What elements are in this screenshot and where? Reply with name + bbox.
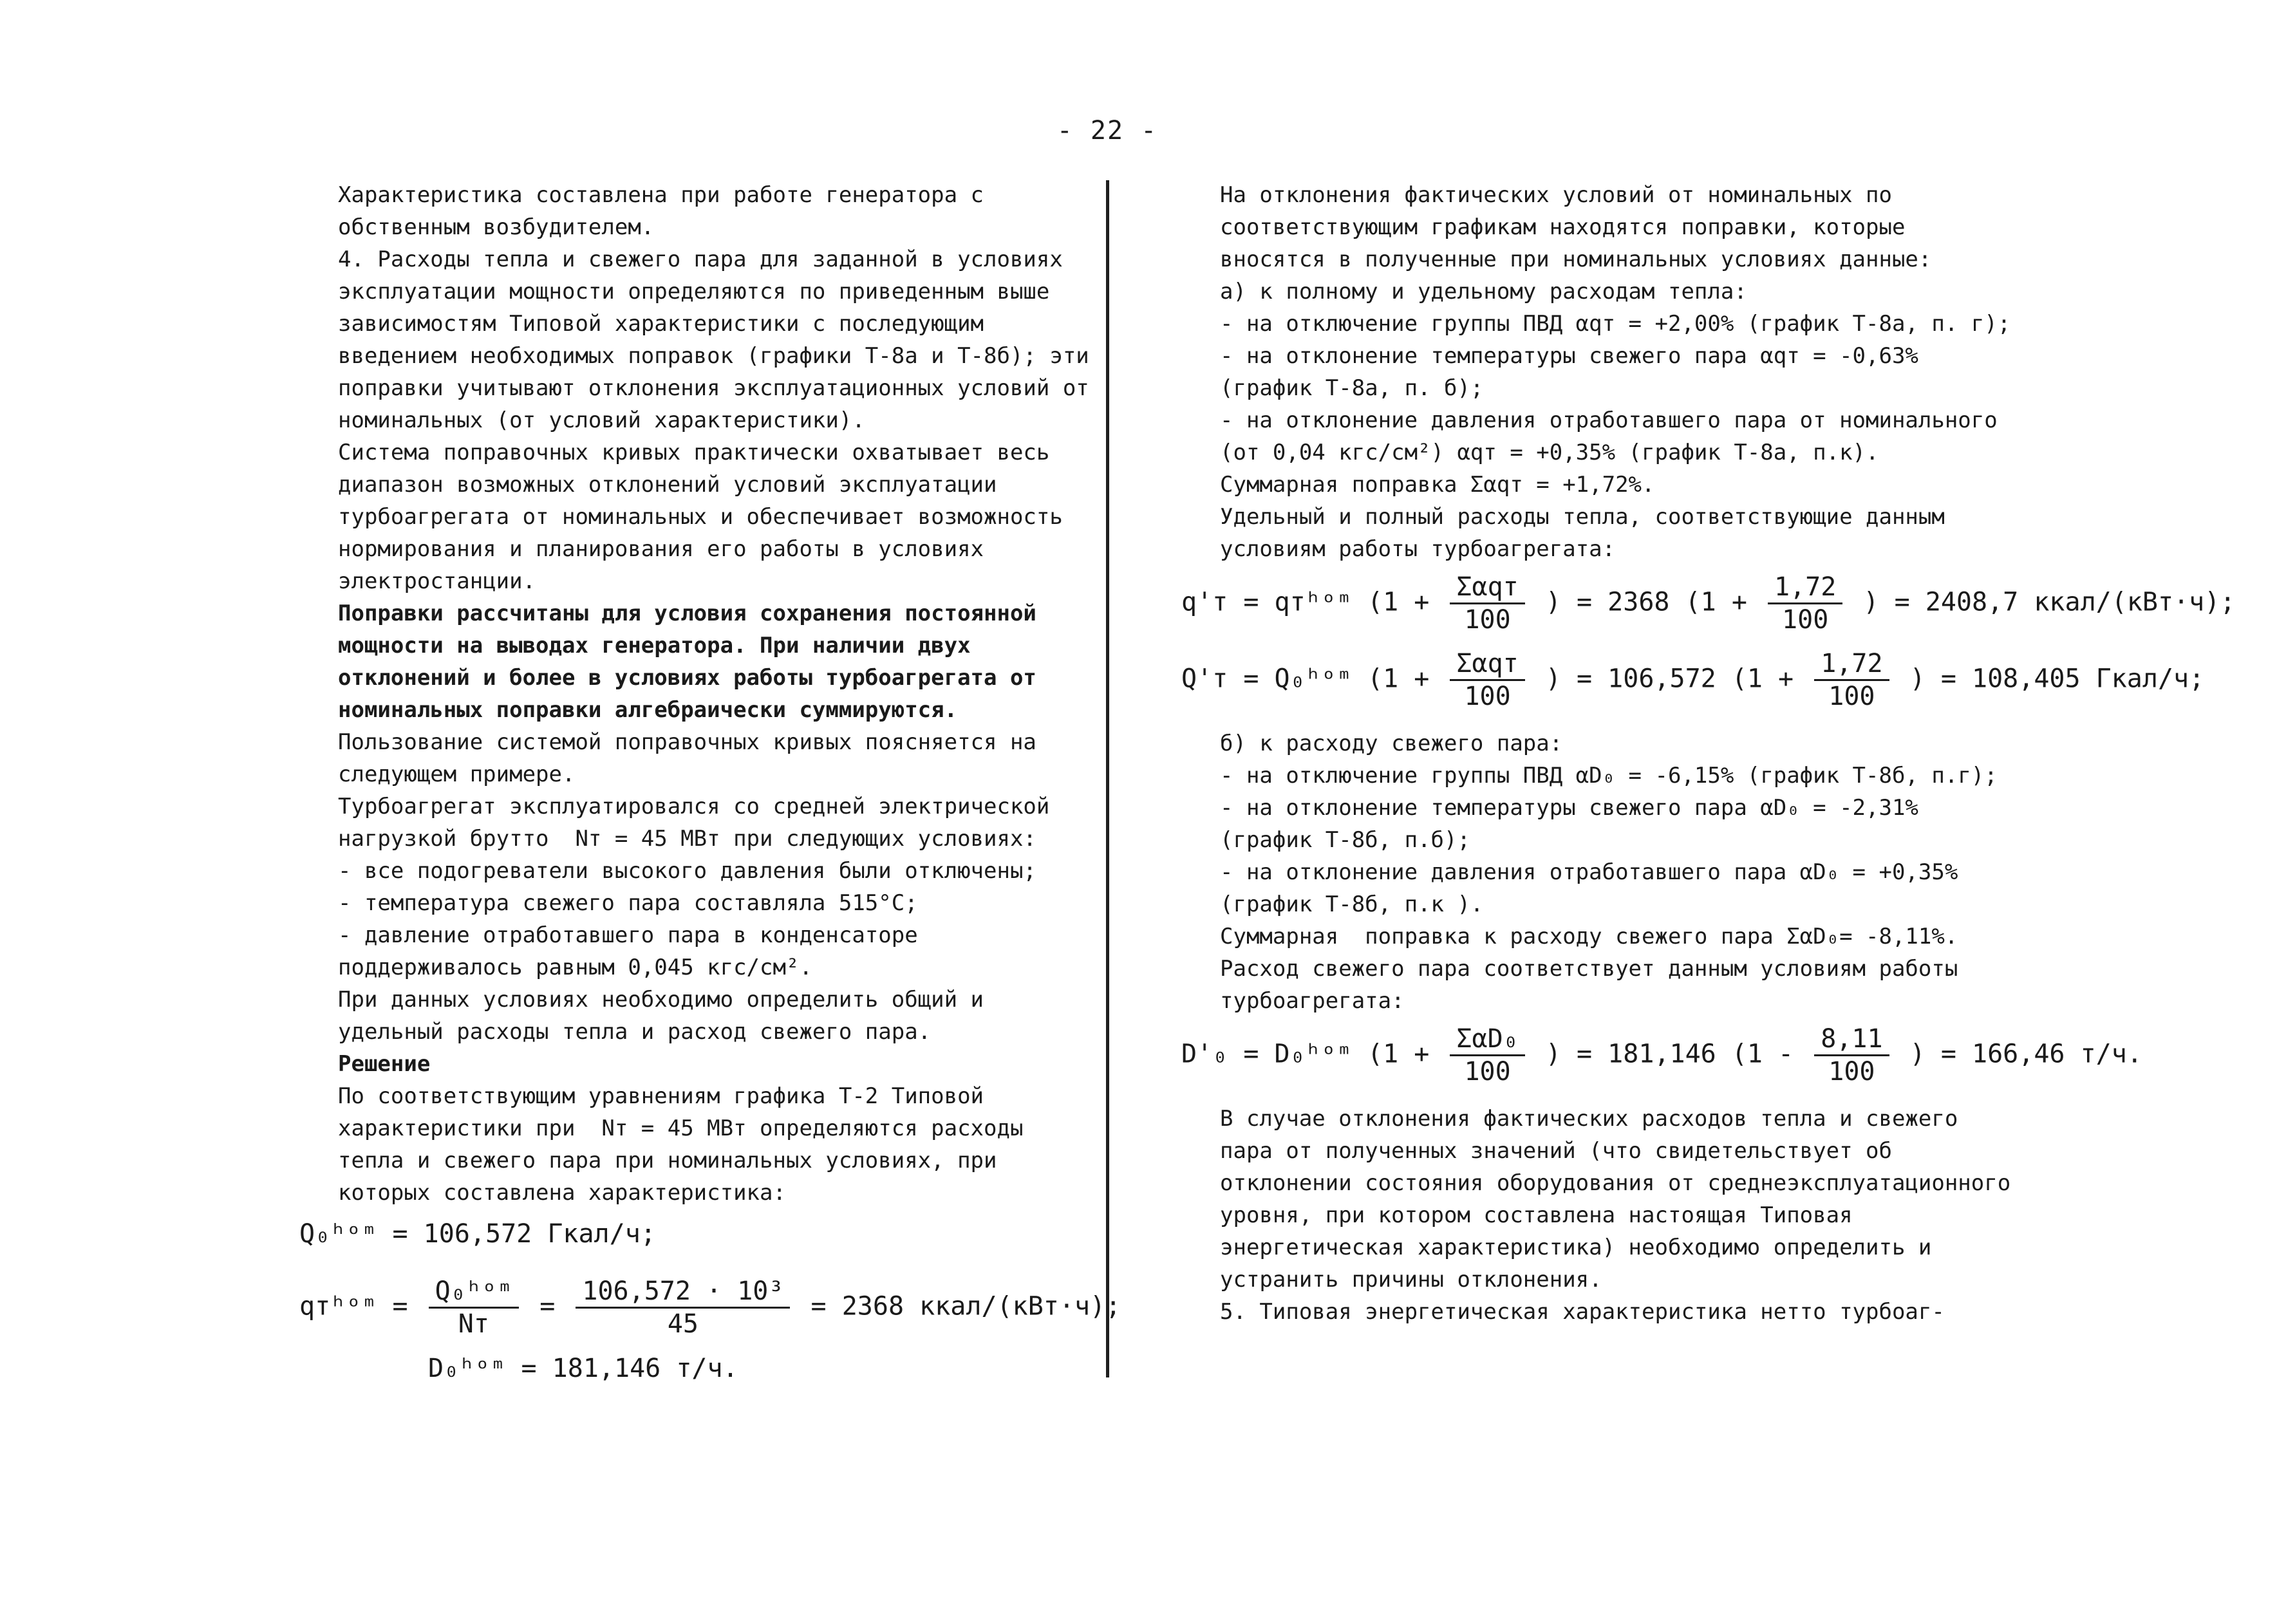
formula-qt-prime-rhs: ) = 2408,7 ккал/(кВт·ч); (1863, 587, 2236, 617)
left-paragraph-1: Характеристика составлена при работе генератора с обственным возбудителем. (338, 182, 997, 240)
formula-Qt-prime-mid: ) = 106,572 (1 + (1545, 664, 1794, 694)
right-sum-1: Суммарная поправка Σαqт = +1,72%. (1220, 472, 1655, 498)
fraction-numerator: Σαqт (1450, 572, 1524, 604)
formula-d0-prime-rhs: ) = 166,46 т/ч. (1909, 1039, 2142, 1069)
formula-qt-prime-fraction-2 (1768, 572, 1842, 635)
formula-d0-prime-lhs: D'₀ = D₀ʰᵒᵐ (1 + (1181, 1039, 1430, 1069)
fraction-denominator: 100 (1464, 1057, 1511, 1087)
fraction-denominator: 100 (1828, 1057, 1875, 1087)
formula-qt-prime (1156, 572, 2236, 635)
right-paragraph-4: В случае отклонения фактических расходов тепла и свежего пара от полученных значений (что свидетельствует об отклонении состояния оборудования от среднеэксплуатационного уровня, при котором составлена настоящая Типовая энергетическая характеристика) необходимо определить и устранить причины отклонения. (1220, 1106, 2024, 1293)
fraction-numerator: 106,572 · 10³ (576, 1276, 790, 1309)
formula-qt-nom-rhs: = 2368 ккал/(кВт·ч); (811, 1291, 1121, 1321)
left-column (274, 179, 1121, 1385)
fraction-numerator: 1,72 (1768, 572, 1842, 604)
right-paragraph-5: 5. Типовая энергетическая характеристика нетто турбоаг- (1220, 1299, 1945, 1325)
formula-d0-prime-fraction (1450, 1023, 1524, 1087)
right-item-a2: - на отклонение температуры свежего пара αqт = -0,63% (график Т-8а, п. б); (1220, 343, 1932, 401)
left-bullet-3: - давление отработавшего пара в конденсаторе поддерживалось равным 0,045 кгс/см². (338, 922, 932, 980)
left-paragraph-5: Пользование системой поправочных кривых поясняется на следующем примере. (338, 729, 1050, 787)
formula-qt-prime-lhs: q'т = qтʰᵒᵐ (1 + (1181, 587, 1430, 617)
column-divider (1106, 180, 1109, 1377)
fraction-numerator: 1,72 (1814, 648, 1889, 681)
right-paragraph-3: Расход свежего пара соответствует данным условиям работы турбоагрегата: (1220, 956, 1971, 1014)
right-item-b1: - на отключение группы ПВД αD₀ = -6,15% (график Т-8б, п.г); (1220, 763, 1998, 789)
fraction-denominator: 100 (1828, 682, 1875, 711)
right-paragraph-1: На отклонения фактических условий от номинальных по соответствующим графикам находятся поправки, которые вносятся в полученные при номинальных условиях данные: (1220, 182, 1932, 272)
formula-qt-prime-mid: ) = 2368 (1 + (1545, 587, 1747, 617)
right-column (1156, 179, 2236, 1328)
formula-Qt-prime-rhs: ) = 108,405 Гкал/ч; (1909, 664, 2205, 694)
formula-qt-prime-fraction (1450, 572, 1524, 635)
formula-d0-nom: D₀ʰᵒᵐ = 181,146 т/ч. (428, 1354, 738, 1383)
formula-qt-nom: qтʰᵒᵐ = $\frac{\text{Q₀ʰᵒᵐ}}{Nт}$ = $\frac{\text{106,572 · 10³}}{45}$ = 2368 ккал/(кВт·ч); (299, 1276, 1121, 1339)
right-item-b3: - на отклонение давления отработавшего пара αD₀ = +0,35% (график Т-8б, п.к ). (1220, 859, 1971, 917)
right-item-a3: - на отклонение давления отработавшего пара от номинального (от 0,04 кгс/см²) αqт = +0,35% (график Т-8а, п.к). (1220, 407, 2011, 465)
right-item-a1: - на отключение группы ПВД αqт = +2,00% (график Т-8а, п. г); (1220, 311, 2011, 337)
right-item-a: а) к полному и удельному расходам тепла: (1220, 279, 1747, 304)
page-number: - 22 - (1056, 116, 1158, 145)
formula-d0-prime (1156, 1023, 2142, 1087)
formula-qt-nom-lhs: qтʰᵒᵐ = (299, 1291, 408, 1321)
fraction-numerator: 8,11 (1814, 1023, 1889, 1056)
fraction-denominator: 100 (1464, 682, 1511, 711)
right-paragraph-2: Удельный и полный расходы тепла, соответствующие данным условиям работы турбоагрегата: (1220, 504, 1958, 562)
fraction-numerator: Q₀ʰᵒᵐ (429, 1276, 519, 1309)
left-paragraph-7: При данных условиях необходимо определить общий и удельный расходы тепла и расход свежего пара. (338, 987, 997, 1045)
right-sum-2: Суммарная поправка к расходу свежего пара ΣαD₀= -8,11%. (1220, 924, 1958, 949)
formula-d0-prime-mid: ) = 181,146 (1 - (1545, 1039, 1794, 1069)
left-paragraph-4: Поправки рассчитаны для условия сохранения постоянной мощности на выводах генератора. При наличии двух отклонений и более в условиях работы турбоагрегата от номинальных поправки алгебраически суммируются. (338, 601, 1050, 723)
formula-d0-prime-fraction-2 (1814, 1023, 1889, 1087)
right-item-b: б) к расходу свежего пара: (1220, 731, 1563, 756)
left-paragraph-2: 4. Расходы тепла и свежего пара для заданной в условиях эксплуатации мощности определяются по приведенным выше зависимостям Типовой характеристики с последующим введением необходимых поправок (графики Т-8а и Т-8б); эти поправки учитывают отклонения эксплуатационных условий от номинальных (от условий характеристики). (338, 247, 1103, 433)
fraction-denominator: 45 (667, 1309, 698, 1339)
left-paragraph-3: Система поправочных кривых практически охватывает весь диапазон возможных отклонений условий эксплуатации турбоагрегата от номинальных и обеспечивает возможность нормирования и планирования его работы в условиях электростанции. (338, 440, 1076, 594)
left-bullet-2: - температура свежего пара составляла 515°С; (338, 890, 918, 916)
right-item-b2: - на отклонение температуры свежего пара αD₀ = -2,31% (график Т-8б, п.б); (1220, 795, 1932, 853)
fraction-denominator: 100 (1782, 605, 1829, 635)
formula-q0-nom: Q₀ʰᵒᵐ = 106,572 Гкал/ч; (299, 1219, 656, 1249)
formula-Qt-prime-fraction-2 (1814, 648, 1889, 712)
left-paragraph-6: Турбоагрегат эксплуатировался со средней электрической нагрузкой брутто Nт = 45 МВт при следующих условиях: (338, 794, 1063, 852)
formula-Qt-prime-fraction (1450, 648, 1524, 712)
fraction-numerator: Σαqт (1450, 648, 1524, 681)
left-paragraph-8: По соответствующим уравнениям графика Т-2 Типовой характеристики при Nт = 45 МВт определяются расходы тепла и свежего пара при номинальных условиях, при которых составлена характеристика: (338, 1083, 1036, 1206)
fraction-denominator: 100 (1464, 605, 1511, 635)
fraction-denominator: Nт (458, 1309, 489, 1339)
formula-qt-nom-fraction (429, 1276, 519, 1339)
formula-Qt-prime (1156, 648, 2205, 712)
solution-heading: Решение (338, 1051, 431, 1077)
formula-qt-nom-fraction-2 (576, 1276, 790, 1339)
left-bullet-1: - все подогреватели высокого давления были отключены; (338, 858, 1036, 884)
formula-Qt-prime-lhs: Q'т = Q₀ʰᵒᵐ (1 + (1181, 664, 1430, 694)
fraction-numerator: ΣαD₀ (1450, 1023, 1524, 1056)
